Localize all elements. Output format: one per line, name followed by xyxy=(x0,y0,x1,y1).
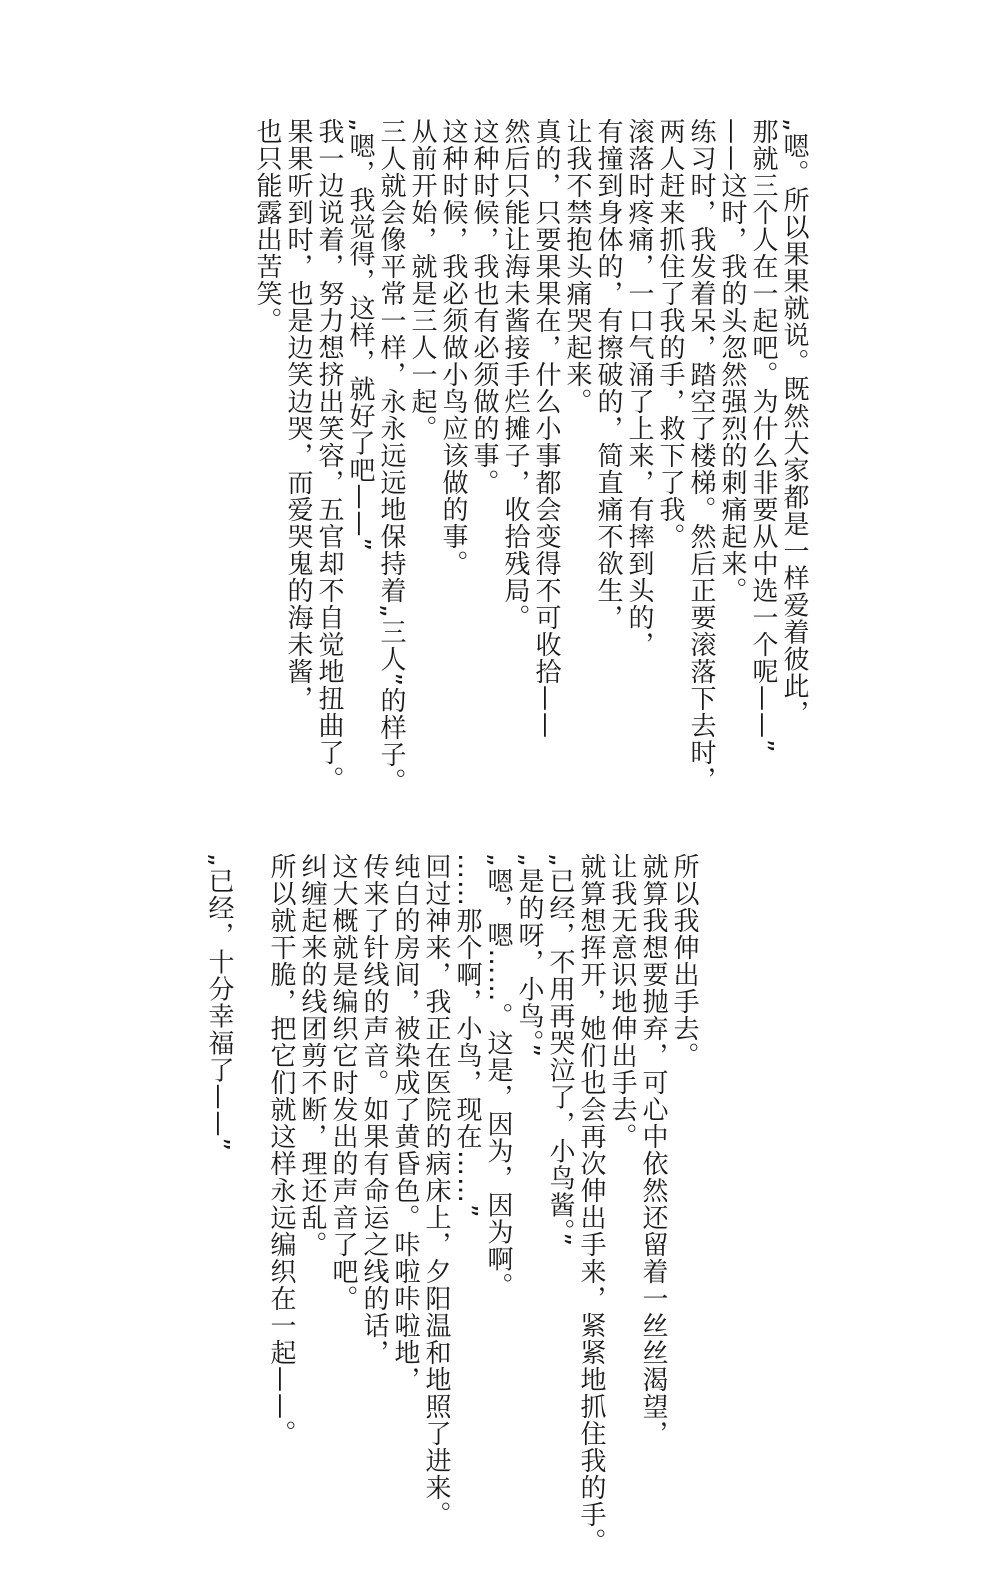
text-line: 两人赶来抓住了我的手，救下了我。 xyxy=(655,118,685,550)
text-line: „已经，不用再哭泣了，小鸟酱。” xyxy=(545,853,575,1247)
text-line: „已经，十分幸福了——” xyxy=(204,853,234,1152)
text-line xyxy=(234,853,265,1553)
text-line: 然后只能让海未酱接手烂摊子，收拾残局。 xyxy=(500,118,530,631)
text-line: 纠缠起来的线团剪不断，理还乱。 xyxy=(297,853,327,1258)
text-line: „是的呀，小鸟。” xyxy=(514,853,544,1058)
text-line: 这种时候，我也有必须做的事。 xyxy=(469,118,499,496)
text-line: 所以就干脆，把它们就这样永远编织在一起——。 xyxy=(266,853,296,1447)
text-line: 果果听到时，也是边笑边哭，而爱哭鬼的海未酱， xyxy=(283,118,313,712)
text-line: ……那个啊，小鸟，现在……” xyxy=(452,853,482,1219)
text-line: 纯白的房间，被染成了黄昏色。咔啦咔啦地， xyxy=(390,853,420,1393)
text-line: 练习时，我发着呆，踏空了楼梯。然后正要滚落下去时， xyxy=(686,118,716,793)
text-line: 所以我伸出手去。 xyxy=(669,853,699,1069)
text-line: ——这时，我的头忽然强烈的刺痛起来。 xyxy=(717,118,747,604)
text-line: 有撞到身体的，有擦破的，简直痛不欲生， xyxy=(593,118,623,631)
text-line: 就算我想要抛弃，可心中依然还留着一丝丝渴望， xyxy=(638,853,668,1447)
text-line: 滚落时疼痛，一口气涌了上来，有摔到头的， xyxy=(624,118,654,658)
lower-text-block xyxy=(203,853,699,1553)
text-line: 从前开始，就是三人一起。 xyxy=(407,118,437,442)
text-line: 就算想挥开，她们也会再次伸出手来，紧紧地抓住我的手。 xyxy=(576,853,606,1555)
text-line: 这大概就是编织它时发出的声音了吧。 xyxy=(328,853,358,1312)
text-line: „嗯，嗯……。这是，因为，因为啊。 xyxy=(483,853,513,1300)
text-line: 让我不禁抱头痛哭起来。 xyxy=(562,118,592,415)
text-line: 这种时候，我必须做小鸟应该做的事。 xyxy=(438,118,468,577)
upper-text-block xyxy=(251,118,809,818)
text-line: „嗯，我觉得，这样，就好了吧——” xyxy=(345,118,375,552)
text-line: 我一边说着，努力想挤出笑容，五官却不自觉地扭曲了。 xyxy=(314,118,344,793)
text-line: 也只能露出苦笑。 xyxy=(252,118,282,334)
text-line: 三人就会像平常一样，永永远远地保持着„三人”的样子。 xyxy=(376,118,406,795)
text-line: 传来了针线的声音。如果有命运之线的话， xyxy=(359,853,389,1366)
text-line: 那就三个人在一起吧。为什么非要从中选一个呢——” xyxy=(748,118,778,754)
text-line: 回过神来，我正在医院的病床上，夕阳温和地照了进来。 xyxy=(421,853,451,1528)
text-line: 真的，只要果果在，什么小事都会变得不可收拾—— xyxy=(531,118,561,739)
text-line: „嗯。所以果果就说。既然大家都是一样爱着彼此， xyxy=(779,118,809,727)
text-line: 让我无意识地伸出手去。 xyxy=(607,853,637,1150)
